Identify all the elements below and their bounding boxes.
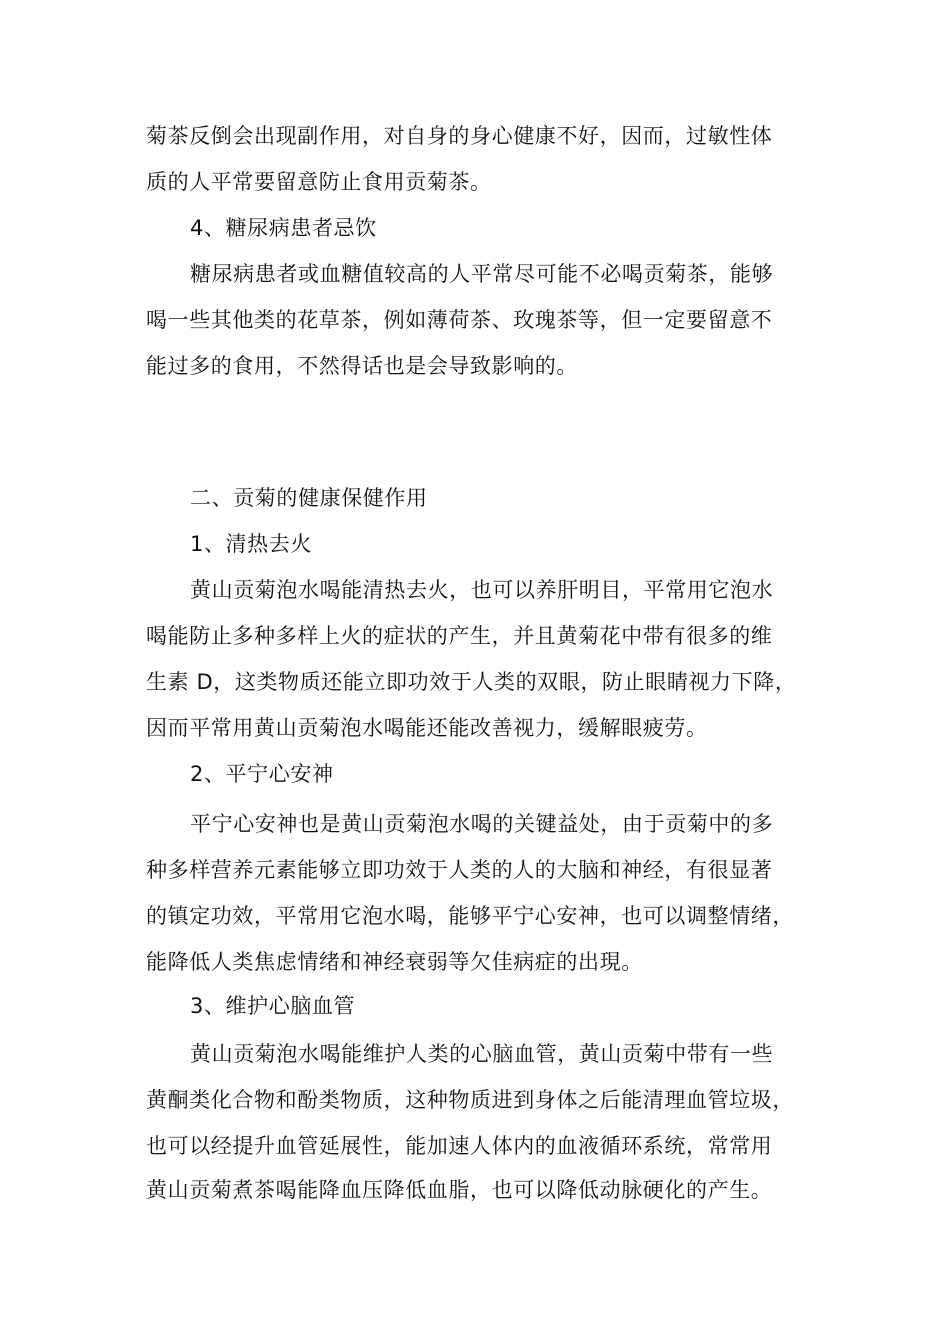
paragraph-line: 也可以经提升血管延展性，能加速人体内的血液循环系统，常常用 (146, 1134, 773, 1158)
paragraph-line: 质的人平常要留意防止食用贡菊茶。 (146, 170, 492, 194)
paragraph-line: 黄酮类化合物和酚类物质，这种物质进到身体之后能清理血管垃圾， (146, 1088, 794, 1112)
paragraph-line: 糖尿病患者或血糖值较高的人平常尽可能不必喝贡菊茶，能够 (190, 262, 774, 286)
paragraph-line: 因而平常用黄山贡菊泡水喝能还能改善视力，缓解眼疲劳。 (146, 716, 708, 740)
paragraph-line: 喝能防止多种多样上火的症状的产生，并且黄菊花中带有很多的维 (146, 624, 773, 648)
paragraph-line: 黄山贡菊泡水喝能清热去火，也可以养肝明目，平常用它泡水 (190, 578, 774, 602)
subheading: 2、平宁心安神 (190, 762, 334, 786)
paragraph-line: 生素 D，这类物质还能立即功效于人类的双眼，防止眼睛视力下降， (146, 670, 797, 694)
paragraph-line: 菊茶反倒会出现副作用，对自身的身心健康不好，因而，过敏性体 (146, 124, 773, 148)
subheading: 3、维护心脑血管 (190, 994, 356, 1018)
paragraph-line: 喝一些其他类的花草茶，例如薄荷茶、玫瑰茶等，但一定要留意不 (146, 308, 773, 332)
paragraph-line: 能过多的食用，不然得话也是会导致影响的。 (146, 354, 578, 378)
paragraph-line: 的镇定功效，平常用它泡水喝，能够平宁心安神，也可以调整情绪， (146, 904, 794, 928)
paragraph-line: 能降低人类焦虑情绪和神经衰弱等欠佳病症的出現。 (146, 950, 643, 974)
section-heading: 二、贡菊的健康保健作用 (190, 486, 428, 510)
subheading: 1、清热去火 (190, 532, 312, 556)
subheading: 4、糖尿病患者忌饮 (190, 216, 377, 240)
paragraph-line: 种多样营养元素能够立即功效于人类的人的大脑和神经，有很显著 (146, 858, 773, 882)
paragraph-line: 黄山贡菊煮茶喝能降血压降低血脂，也可以降低动脉硬化的产生。 (146, 1178, 773, 1202)
paragraph-line: 黄山贡菊泡水喝能维护人类的心脑血管，黄山贡菊中带有一些 (190, 1042, 774, 1066)
paragraph-line: 平宁心安神也是黄山贡菊泡水喝的关键益处，由于贡菊中的多 (190, 812, 774, 836)
